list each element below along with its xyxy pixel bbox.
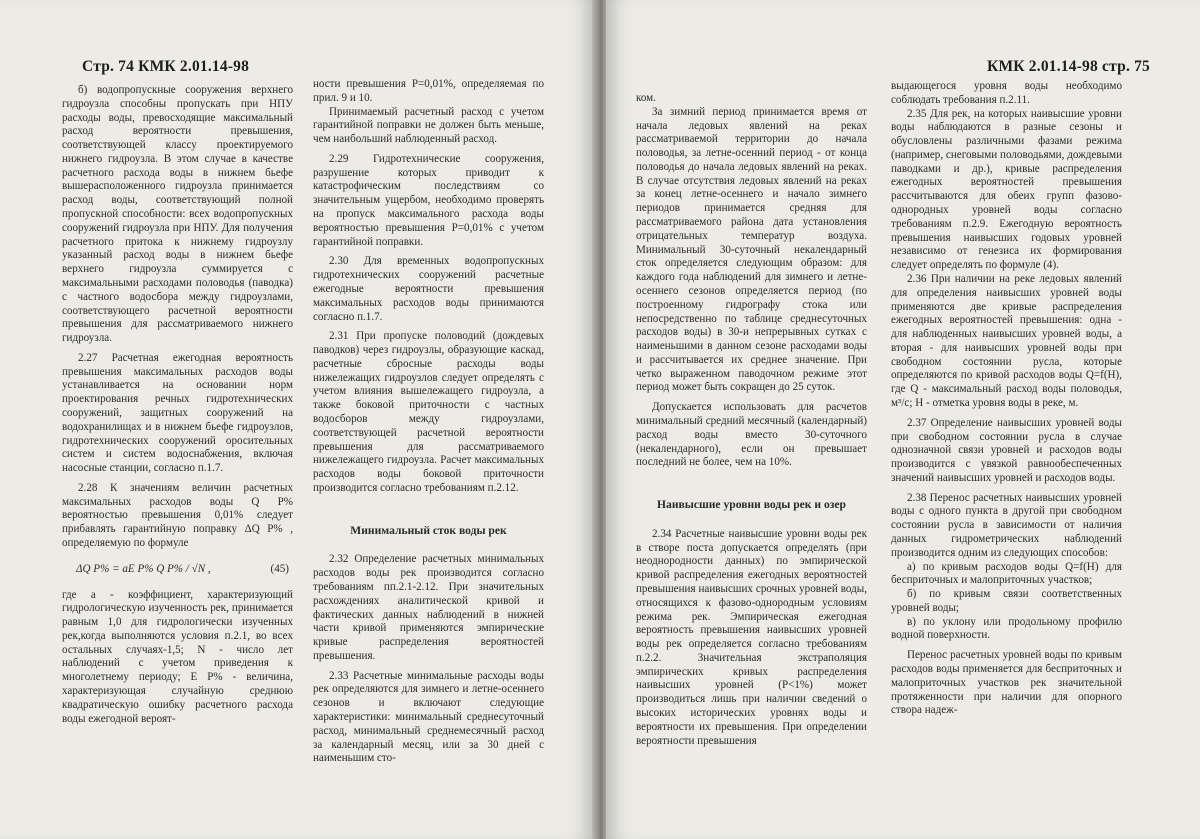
paragraph-winter-period: За зимний период принимается время от начала ледовых явлений на реках рассматриваемой территории до начала половодья, за летне-осенний период - от конца половодья до начала ледовых явлений на реках. В случае отсутствия ледовых явлений на реках за конец летне-осеннего и начало зимнего периодов принимается средняя для рассматриваемого района дата установления отрицательных температур воздуха. Минимальный 30-суточный некалендарный сток определяется следующим образом: для каждого года наблюдений для зимнего и летне-осеннего сезонов определяется период (по построенному гидрографу стока или непосредственно по таблице среднесуточных расходов воды) в 30-и непрерывных сутках с наименьшими в данном сезоне расходами воды и рассчитывается их среднее значение. При четко выраженном паводочном режиме этот период может быть сокращен до 25 суток. [636, 105, 867, 394]
formula-expression: ΔQ P% = aE P% Q P% / √N , [76, 562, 211, 575]
paragraph-monthly-discharge: Допускается использовать для расчетов минимальный средний месячный (календарный) расход воды вместо 30-суточного (некалендарного), если он превышает последний не более, чем на 10%. [636, 401, 867, 469]
paragraph-2-31: 2.31 При пропуске половодий (дождевых паводков) через гидроузлы, образующие каскад, расчетные сбросные расходы воды нижележащих гидроузлов следует определять с учетом влияния вышележащего гидроузла, а также боковой приточности с частных водосборов между гидроузлами, соответствующей расчетной вероятности превышения для рассматриваемого нижележащего гидроузла. Расчет максимальных расходов воды боковой приточности производится согласно требованиям п.2.12. [313, 330, 544, 494]
paragraph-2-36: 2.36 При наличии на реке ледовых явлений для определения наивысших уровней воды применяются две кривые распределения ежегодных вероятностей превышения: одна - для наблюденных наивысших уровней воды, а вторая - для наивысших уровней воды при свободном состоянии русла, которые определяются по кривой расходов воды Q=f(H), где Q - максимальный расход воды половодья, м³/с; H - отметка уровня воды в реке, м. [891, 272, 1122, 409]
right-column-2 [891, 80, 1122, 718]
right-running-head: КМК 2.01.14-98 стр. 75 [987, 58, 1150, 75]
paragraph-2-27: 2.27 Расчетная ежегодная вероятность превышения максимальных расходов воды устанавливается на основании норм проектирования речных гидротехнических сооружений, защитных сооружений на водохранилищах и в нижнем бьефе гидроузлов, гидротехнических сооружений оросительных систем и систем водоснабжения, включая насосные станции, согласно п.1.7. [62, 351, 293, 475]
list-item-c: в) по уклону или продольному профилю водной поверхности. [891, 615, 1122, 642]
paragraph-2-32: 2.32 Определение расчетных минимальных расходов воды рек производится согласно требованиям пп.2.1-2.12. При значительных расхождениях аналитической кривой и фактических данных наблюдений в нижней части кривой применяются эмпирические кривые распределения вероятностей превышения. [313, 553, 544, 662]
right-page [606, 0, 1200, 839]
section-title-highest-levels: Наивысшие уровни воды рек и озер [657, 498, 846, 512]
paragraph-probability-continuation: ности превышения P=0,01%, определяемая по прил. 9 и 10. [313, 78, 544, 104]
paragraph-2-30: 2.30 Для временных водопропускных гидротехнических сооружений расчетные ежегодные вероятности превышения максимальных расходов воды принимаются согласно п.1.7. [313, 255, 544, 323]
section-title-minimum-runoff: Минимальный сток воды рек [350, 523, 507, 537]
paragraph-accepted-discharge: Принимаемый расчетный расход с учетом гарантийной поправки не должен быть меньше, чем наибольший наблюденный расход. [313, 105, 544, 146]
paragraph-2-34: 2.34 Расчетные наивысшие уровни воды рек в створе поста допускается определять (при неоднородности данных) по эмпирической кривой распределения ежегодных вероятностей превышения наивысших срочных уровней воды, относящихся к фазово-однородным условиям режима рек. Эмпирическая ежегодная вероятность превышения наивысших уровней воды рек определяется согласно требованиям п.2.2. Значительная экстраполяция эмпирических кривых распределения наивысших уровней (P<1%) может производиться лишь при наличии сведений о высоких исторических уровнях воды и вероятности их превышения. При определении вероятности превышения [636, 527, 867, 747]
list-item-a: а) по кривым расходов воды Q=f(H) для бесприточных и малоприточных участков; [891, 560, 1122, 587]
paragraph-runoff-continuation: ком. [636, 92, 656, 104]
paragraph-2-35: 2.35 Для рек, на которых наивысшие уровни воды наблюдаются в разные сезоны и обусловлены различными фазами режима (например, снеговыми половодьями, дождевыми паводками и др.), кривые распределения ежегодных вероятностей превышения рассчитываются для обеих групп фазово-однородных уровней воды согласно требованиям п.2.9. Ежегодную вероятность превышения наивысших годовых уровней независимо от генезиса их формирования следует определять по формуле (4). [891, 107, 1122, 272]
paragraph-outstanding-level: выдающегося уровня воды необходимо соблюдать требования п.2.11. [891, 80, 1122, 106]
left-page [0, 0, 594, 839]
left-running-head: Стр. 74 КМК 2.01.14-98 [82, 58, 250, 75]
left-column-2 [313, 78, 544, 766]
paragraph-2-29: 2.29 Гидротехнические сооружения, разрушение которых приводит к катастрофическим последствиям со значительным ущербом, необходимо проверять на пропуск максимального расхода воды вероятностью превышения P=0,01% с учетом гарантийной поправки. [313, 152, 544, 248]
right-column-1 [636, 92, 867, 748]
paragraph-formula-legend: где a - коэффициент, характеризующий гидрологическую изученность рек, принимается равным 1,0 для гидрологически изученных рек,когда выполняются условия п.2.1, во всех остальных случаях-1,5; N - число лет наблюдений с учетом приведения к многолетнему периоду; E P% - величина, характеризующая случайную среднюю квадратическую ошибку расчетного расхода воды ежегодной вероят- [62, 588, 293, 725]
formula-number: (45) [270, 562, 289, 575]
paragraph-2-37: 2.37 Определение наивысших уровней воды при свободном состоянии русла в случае однозначной связи уровней и расходов воды производится с увязкой равнообеспеченных значений наивысших уровней и расходов воды. [891, 416, 1122, 484]
paragraph-2-38: 2.38 Перенос расчетных наивысших уровней воды с одного пункта в другой при свободном состоянии русла в зависимости от наличия данных гидрометрических наблюдений производится одним из следующих способов: [891, 491, 1122, 559]
formula-45 [62, 563, 293, 577]
paragraph-2-33: 2.33 Расчетные минимальные расходы воды рек определяются для зимнего и летне-осеннего сезонов и включают следующие характеристики: минимальный среднесуточный расход, минимальный среднемесячный расход за календарный месяц, или за 30 дней с наименьшим сто- [313, 669, 544, 765]
paragraph-b-upper-hydro: б) водопропускные сооружения верхнего гидроузла способны пропускать при НПУ расходы воды, превосходящие максимальный расход вероятности превышения, соответствующей классу проектируемого нижнего гидроузла. В этом случае в качестве расчетного расхода воды в нижнем бьефе вышерасположенного гидроузла принимается расход воды, соответствующий полной пропускной способности: всех водопропускных сооружений гидроузла при НПУ. Для получения расчетного притока к нижнему гидроузлу указанный расход воды в нижнем бьефе верхнего гидроузла суммируется с максимальными расходами половодья (паводка) с частного водосбора между гидроузлами, соответствующего расчетной вероятности превышения для рассматриваемого нижнего гидроузла. [62, 84, 293, 345]
paragraph-2-28: 2.28 К значениям величин расчетных максимальных расходов воды Q P% вероятностью превышения 0,01% следует прибавлять гарантийную поправку ΔQ P% , определяемую по формуле [62, 481, 293, 549]
list-item-b: б) по кривым связи соответственных уровней воды; [891, 588, 1122, 614]
left-column-1 [62, 84, 293, 726]
paragraph-level-transfer: Перенос расчетных уровней воды по кривым расходов воды применяется для бесприточных и малоприточных участков рек значительной протяженности при наличии для опорного створа надеж- [891, 649, 1122, 717]
